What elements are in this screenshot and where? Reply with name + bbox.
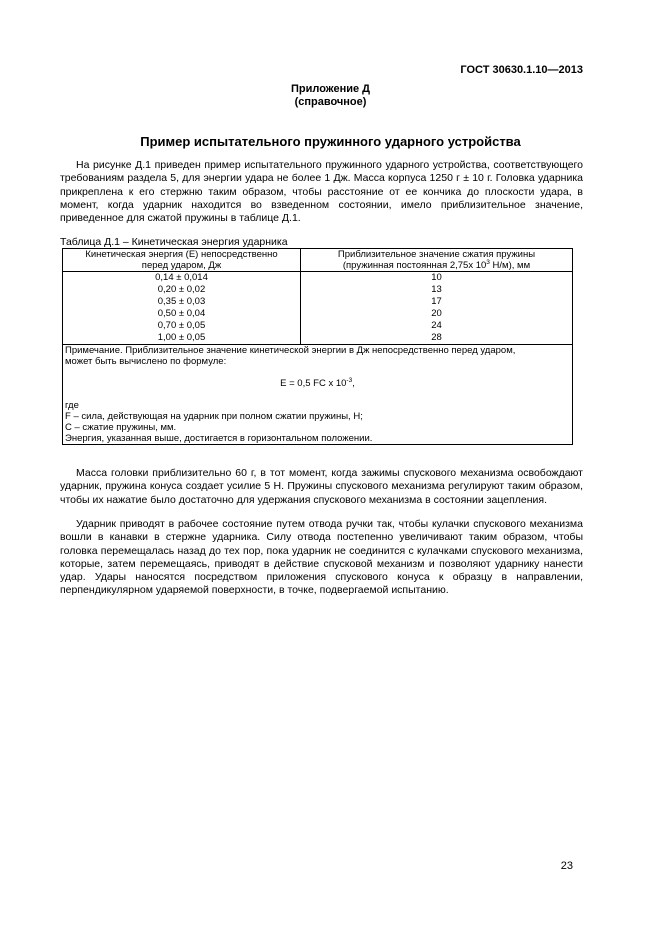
col-header-compression: Приблизительное значение сжатия пружины (пружинная постоянная 2,75х $10^3$ Н/м), мм <box>301 249 573 272</box>
col-header-energy: Кинетическая энергия (E) непосредственно перед ударом, Дж <box>63 249 301 272</box>
paragraph-head-mass: Масса головки приблизительно 60 г, в тот момент, когда зажимы спускового механизма освобождают ударник, пружина конуса создает усилие 5 Н. Пружины спускового механизма регулируют таким образом, чтобы их нажатие было достаточно для удержания спускового механизма в состоянии зацепления. <box>60 467 583 506</box>
table-cell: 13 <box>431 284 442 295</box>
note-where: где <box>65 400 79 411</box>
note-line: Примечание. Приблизительное значение кинетической энергии в Дж непосредственно перед ударом, <box>65 345 516 356</box>
table-caption: Таблица Д.1 – Кинетическая энергия ударника <box>60 236 288 248</box>
table-note <box>63 345 573 445</box>
table-cell: 0,20 ± 0,02 <box>157 284 206 295</box>
table-cell: 24 <box>431 320 442 331</box>
table-cell: 20 <box>431 308 442 319</box>
paragraph-operation: Ударник приводят в рабочее состояние путем отвода ручки так, чтобы кулачки спускового механизма вошли в канавки в стержне ударника. Силу отвода постепенно увеличивают таким образом, чтобы головка перемещалась назад до тех пор, пока ударник не соединится с кулачками спускового механизма, которые, затем перемещаясь, приводят в действие спусковой механизм и позволяют ударнику нанести удар. Удары наносятся посредством приложения спускового конуса к образцу в направлении, перпендикулярном ударяемой поверхности, в точке, подвергаемой испытанию. <box>60 518 583 597</box>
paragraph-intro: На рисунке Д.1 приведен пример испытательного пружинного ударного устройства, соответствующего требованиям раздела 5, для энергии удара не более 1 Дж. Масса корпуса 1250 г ± 10 г. Головка ударника прикреплена к его стержню таким образом, чтобы расстояние от ее кончика до плоскости удара, в момент, когда ударник находится во взведенном состоянии, имело приблизительное значение, приведенное для сжатой пружины в таблице Д.1. <box>60 159 583 225</box>
table-values-row <box>63 272 573 345</box>
table-cell: 28 <box>431 332 442 343</box>
energy-values-cell <box>63 272 301 345</box>
table-header-row <box>63 249 573 272</box>
compression-values-cell <box>301 272 573 345</box>
note-energy-position: Энергия, указанная выше, достигается в горизонтальном положении. <box>65 433 373 444</box>
note-line: может быть вычислено по формуле: <box>65 356 227 367</box>
appendix-subtitle: (справочное) <box>294 96 367 108</box>
kinetic-energy-table <box>62 248 573 445</box>
document-code: ГОСТ 30630.1.10—2013 <box>460 64 583 76</box>
table-cell: 0,35 ± 0,03 <box>157 296 206 307</box>
appendix-title: Приложение Д <box>291 83 370 95</box>
table-cell: 0,50 ± 0,04 <box>157 308 206 319</box>
energy-formula: E = 0,5 FC x $10^{-3}$, <box>280 376 355 389</box>
table-cell: 10 <box>431 272 442 283</box>
section-heading: Пример испытательного пружинного ударного устройства <box>140 134 521 149</box>
page-number: 23 <box>560 860 573 872</box>
note-f-definition: F – сила, действующая на ударник при полном сжатии пружины, Н; <box>65 411 363 422</box>
table-cell: 0,14 ± 0,014 <box>155 272 208 283</box>
table-cell: 0,70 ± 0,05 <box>157 320 206 331</box>
table-cell: 17 <box>431 296 442 307</box>
table-note-row <box>63 345 573 445</box>
table-cell: 1,00 ± 0,05 <box>157 332 206 343</box>
note-c-definition: С – сжатие пружины, мм. <box>65 422 177 433</box>
